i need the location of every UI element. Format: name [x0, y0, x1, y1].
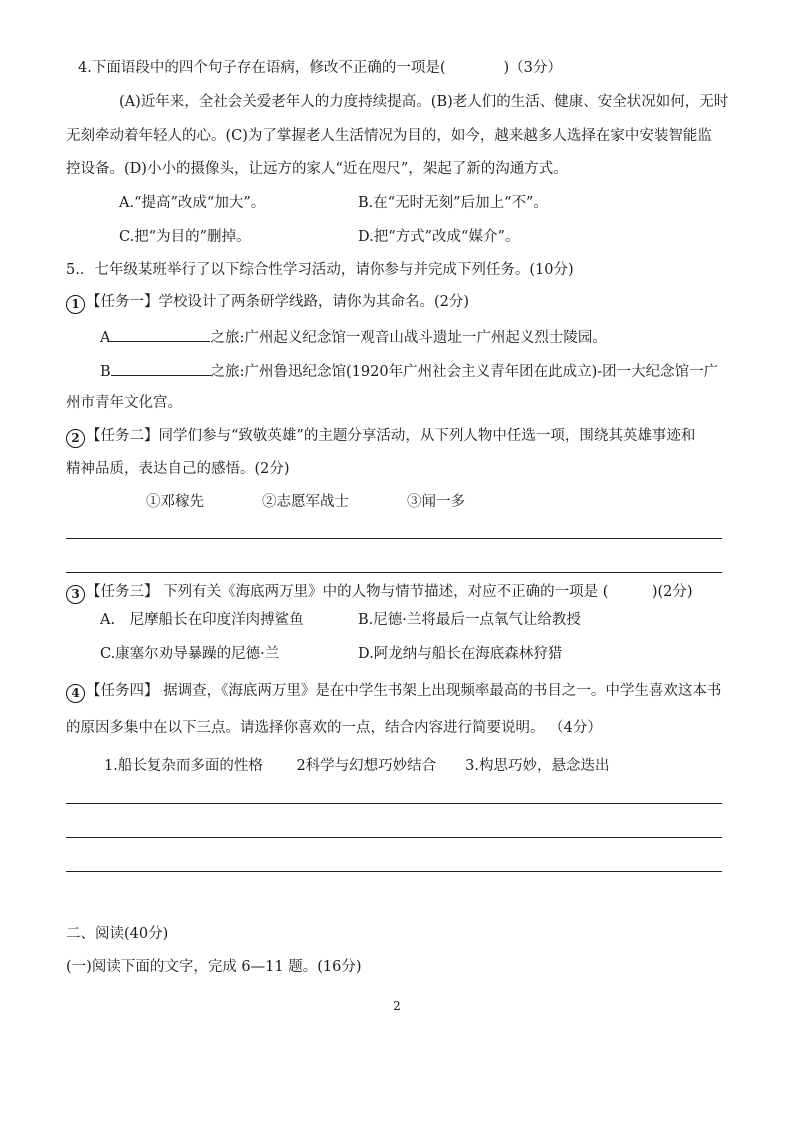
task3-option-b: B.尼德·兰将最后一点氧气让给教授: [358, 612, 581, 628]
task4-title-cont: 的原因多集中在以下三点。请选择你喜欢的一点，结合内容进行简要说明。 （4分）: [66, 720, 602, 736]
task1-route-a: [100, 326, 607, 348]
q4-option-b: B.在“无时无刻”后加上“不”。: [358, 195, 548, 211]
circled-number-1: 1: [66, 295, 85, 314]
task3-heading: [66, 582, 693, 604]
task2-title: 【任务二】同学们参与“致敬英雄”的主题分享活动，从下列人物中任选一项，围绕其英雄事迹和: [86, 428, 696, 444]
answer-line[interactable]: [66, 572, 722, 573]
circled-number-2: 2: [66, 429, 85, 448]
q4-passage-line-1: (A)近年来，全社会关爱老年人的力度持续提高。(B)老人们的生活、健康、安全状况如何，无时: [119, 94, 729, 110]
task4-heading: [66, 681, 721, 703]
task2-choice-3: ③闻一多: [407, 494, 465, 510]
task3-option-d: D.阿龙纳与船长在海底森林狩猎: [358, 646, 563, 662]
route-a-label: A: [100, 330, 111, 346]
answer-line[interactable]: [66, 871, 722, 872]
answer-line[interactable]: [66, 538, 722, 539]
answer-line[interactable]: [66, 803, 722, 804]
task3-title: 【任务三】 下列有关《海底两万里》中的人物与情节描述，对应不正确的一项是 ( )(2分): [86, 584, 693, 600]
task3-option-a: A. 尼摩船长在印度洋肉搏鲨鱼: [100, 612, 304, 628]
task2-heading: [66, 426, 695, 448]
task2-choice-1: ①邓稼先: [146, 494, 204, 510]
route-a-text: 之旅:广州起义纪念馆一观音山战斗遗址一广州起义烈士陵园。: [210, 330, 607, 346]
route-b-label: B: [100, 364, 111, 380]
q5-stem: 5.．七年级某班举行了以下综合性学习活动，请你参与并完成下列任务。(10分): [66, 262, 574, 278]
task1-route-b-cont: 州市青年文化宫。: [66, 395, 182, 411]
answer-line[interactable]: [66, 837, 722, 838]
task4-points: 1.船长复杂而多面的性格 2科学与幻想巧妙结合 3.构思巧妙，悬念迭出: [104, 758, 610, 774]
q4-option-c: C.把“为目的”删掉。: [119, 229, 251, 245]
route-b-blank[interactable]: [111, 360, 211, 376]
task2-title-cont: 精神品质，表达自己的感悟。(2分): [66, 461, 290, 477]
page-number: 2: [393, 999, 401, 1013]
task1-route-b: [100, 360, 718, 382]
task2-choice-2: ②志愿军战士: [262, 494, 349, 510]
q4-passage-line-3: 控设备。(D)小小的摄像头，让远方的家人“近在咫尺”，架起了新的沟通方式。: [66, 161, 568, 177]
task4-title: 【任务四】 据调查，《海底两万里》是在中学生书架上出现频率最高的书目之一。中学生喜欢这本书: [86, 683, 722, 699]
circled-number-3: 3: [66, 585, 85, 604]
route-a-blank[interactable]: [110, 326, 210, 342]
q4-passage-line-2: 无刻牵动着年轻人的心。(C)为了掌握老人生活情况为目的，如今，越来越多人选择在家中安装智能监: [66, 128, 712, 144]
route-b-text: 之旅:广州鲁迅纪念馆(1920年广州社会主义青年团在此成立)-团一大纪念馆一广: [210, 364, 719, 380]
q4-option-a: A.“提高”改成“加大”。: [119, 195, 266, 211]
section2-heading: 二、阅读(40分): [66, 926, 169, 942]
q4-option-d: D.把“方式”改成“媒介”。: [358, 229, 520, 245]
q4-stem: 4.下面语段中的四个句子存在语病，修改不正确的一项是( )（3分）: [78, 60, 562, 76]
task1-heading: [66, 292, 469, 314]
task1-title: 【任务一】学校设计了两条研学线路，请你为其命名。(2分): [86, 294, 470, 310]
section2-subheading: (一)阅读下面的文字，完成 6—11 题。(16分): [66, 959, 362, 975]
circled-number-4: 4: [66, 684, 85, 703]
task3-option-c: C.康塞尔劝导暴躁的尼德·兰: [100, 646, 280, 662]
